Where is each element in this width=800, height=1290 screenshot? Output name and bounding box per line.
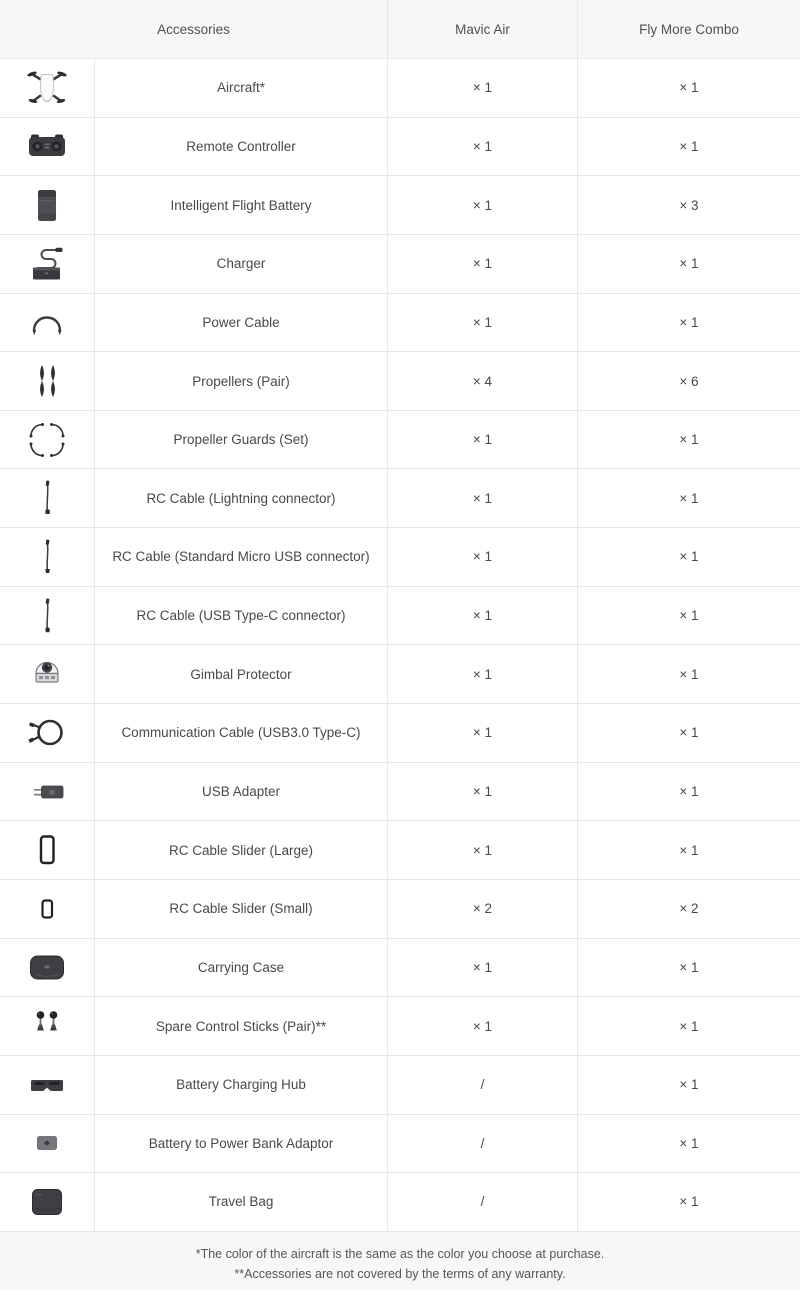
accessory-icon-cell [0,821,95,879]
gimbal-protector-icon [24,651,70,697]
mavic-air-quantity: × 1 [388,118,578,176]
accessory-name: Gimbal Protector [95,645,388,703]
mavic-air-quantity: × 1 [388,59,578,117]
mavic-air-quantity: × 1 [388,763,578,821]
rc-cable-lightning-icon [24,475,70,521]
fly-more-combo-quantity: × 1 [679,725,699,741]
power-cable-icon [24,299,70,345]
propellers-icon [24,358,70,404]
accessory-icon-cell [0,469,95,527]
header-mavic-air: Mavic Air [388,0,578,58]
accessory-icon-cell [0,294,95,352]
accessory-name: RC Cable Slider (Small) [95,880,388,938]
mavic-air-quantity: × 1 [388,411,578,469]
table-row [0,1056,800,1115]
table-header [0,0,800,59]
table-row [0,176,800,235]
accessory-name: RC Cable (Lightning connector) [95,469,388,527]
fly-more-combo-quantity: × 1 [679,1077,699,1093]
mavic-air-quantity: × 1 [388,469,578,527]
table-row [0,821,800,880]
accessory-name: Battery Charging Hub [95,1056,388,1114]
accessory-name: Battery to Power Bank Adaptor [95,1115,388,1173]
accessory-icon-cell [0,645,95,703]
accessory-icon-cell [0,704,95,762]
fly-more-combo-quantity: × 1 [679,432,699,448]
svg-text:dji: dji [49,789,55,796]
header-fly-more-combo: Fly More Combo [639,21,739,37]
mavic-air-quantity: × 1 [388,294,578,352]
table-row [0,763,800,822]
table-row [0,469,800,528]
accessory-name: Spare Control Sticks (Pair)** [95,997,388,1055]
table-row [0,1173,800,1232]
accessory-icon-cell [0,1056,95,1114]
fly-more-combo-quantity: × 1 [679,842,699,858]
mavic-air-quantity: × 1 [388,176,578,234]
fly-more-combo-quantity: × 1 [679,549,699,565]
accessory-icon-cell [0,176,95,234]
rc-cable-usb-c-icon [24,593,70,639]
header-accessories: Accessories [0,0,388,58]
fly-more-combo-quantity: × 2 [679,901,699,917]
accessory-icon-cell [0,939,95,997]
remote-controller-icon [24,123,70,169]
accessory-name: Travel Bag [95,1173,388,1231]
fly-more-combo-quantity: × 6 [679,373,699,389]
accessory-icon-cell [0,235,95,293]
mavic-air-quantity: / [388,1056,578,1114]
accessory-icon-cell [0,352,95,410]
fly-more-combo-quantity: × 1 [679,1018,699,1034]
accessory-name: Charger [95,235,388,293]
communication-cable-icon [24,710,70,756]
accessory-name: Carrying Case [95,939,388,997]
table-row [0,118,800,177]
table-row [0,235,800,294]
table-row [0,294,800,353]
accessory-icon-cell [0,880,95,938]
spare-control-sticks-icon [24,1003,70,1049]
accessory-name: Propeller Guards (Set) [95,411,388,469]
mavic-air-quantity: / [388,1173,578,1231]
accessory-icon-cell [0,997,95,1055]
mavic-air-quantity: × 1 [388,587,578,645]
rc-cable-micro-usb-icon [24,534,70,580]
accessory-icon-cell [0,528,95,586]
mavic-air-quantity: × 2 [388,880,578,938]
table-row [0,352,800,411]
fly-more-combo-quantity: × 3 [679,197,699,213]
mavic-air-quantity: × 1 [388,528,578,586]
rc-cable-slider-small-icon [24,886,70,932]
accessory-name: Power Cable [95,294,388,352]
accessory-name: Communication Cable (USB3.0 Type-C) [95,704,388,762]
table-row [0,59,800,118]
accessory-icon-cell [0,411,95,469]
accessory-icon-cell [0,763,95,821]
usb-adapter-icon [24,769,70,815]
accessory-icon-cell [0,1115,95,1173]
battery-power-bank-adaptor-icon [24,1120,70,1166]
table-row [0,645,800,704]
table-row [0,997,800,1056]
accessory-name: RC Cable (Standard Micro USB connector) [95,528,388,586]
accessory-name: Intelligent Flight Battery [95,176,388,234]
fly-more-combo-quantity: × 1 [679,608,699,624]
fly-more-combo-quantity: × 1 [679,959,699,975]
footnote-color: *The color of the aircraft is the same as the color you choose at purchase. [195,1246,605,1261]
table-row [0,411,800,470]
fly-more-combo-quantity: × 1 [679,138,699,154]
footnotes [0,1232,800,1290]
fly-more-combo-quantity: × 1 [679,666,699,682]
table-row [0,528,800,587]
flight-battery-icon [24,182,70,228]
accessory-icon-cell [0,118,95,176]
table-body [0,59,800,1232]
battery-charging-hub-icon [24,1062,70,1108]
accessory-name: Remote Controller [95,118,388,176]
accessory-name: Propellers (Pair) [95,352,388,410]
mavic-air-quantity: × 1 [388,645,578,703]
table-row [0,704,800,763]
mavic-air-quantity: / [388,1115,578,1173]
table-row [0,587,800,646]
mavic-air-quantity: × 4 [388,352,578,410]
mavic-air-quantity: × 1 [388,235,578,293]
fly-more-combo-quantity: × 1 [679,1194,699,1210]
accessory-name: RC Cable (USB Type-C connector) [95,587,388,645]
fly-more-combo-quantity: × 1 [679,256,699,272]
fly-more-combo-quantity: × 1 [679,314,699,330]
aircraft-icon [24,65,70,111]
table-row [0,1115,800,1174]
accessory-name: RC Cable Slider (Large) [95,821,388,879]
mavic-air-quantity: × 1 [388,704,578,762]
fly-more-combo-quantity: × 1 [679,80,699,96]
table-row [0,939,800,998]
charger-icon [24,241,70,287]
travel-bag-icon [24,1179,70,1225]
propeller-guards-icon [24,417,70,463]
accessory-icon-cell [0,1173,95,1231]
carrying-case-icon [24,944,70,990]
fly-more-combo-quantity: × 1 [679,1135,699,1151]
mavic-air-quantity: × 1 [388,939,578,997]
mavic-air-quantity: × 1 [388,997,578,1055]
accessory-name: USB Adapter [95,763,388,821]
table-row [0,880,800,939]
accessory-icon-cell [0,59,95,117]
accessory-name: Aircraft* [95,59,388,117]
rc-cable-slider-large-icon [24,827,70,873]
footnote-warranty: **Accessories are not covered by the terms of any warranty. [234,1266,566,1281]
fly-more-combo-quantity: × 1 [679,784,699,799]
fly-more-combo-quantity: × 1 [679,490,699,506]
mavic-air-quantity: × 1 [388,821,578,879]
accessory-icon-cell [0,587,95,645]
